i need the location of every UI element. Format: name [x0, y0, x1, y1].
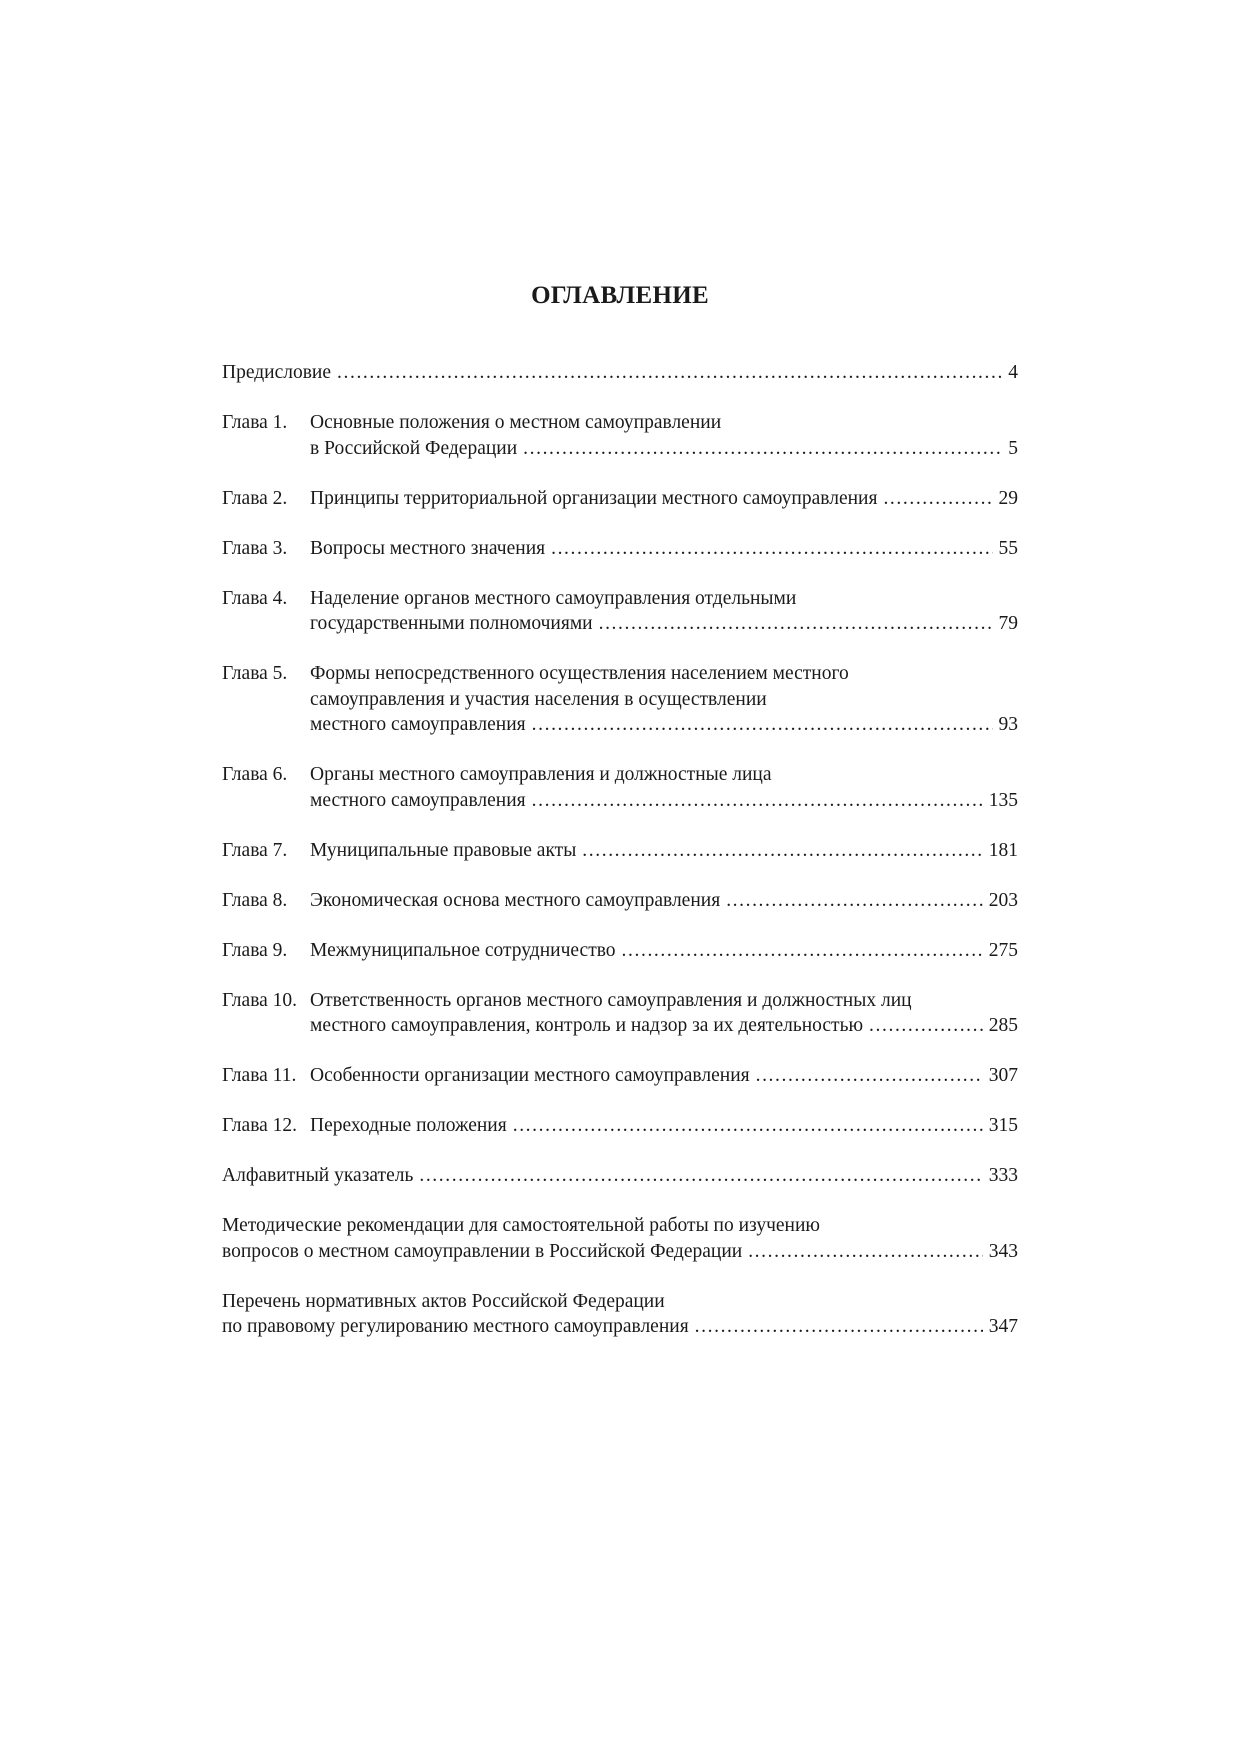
toc-entry-body: [222, 1213, 1018, 1264]
dot-leader: [551, 536, 992, 562]
table-of-contents: [222, 360, 1018, 1364]
page-number: 93: [998, 714, 1018, 735]
toc-entry-leader-line: [310, 611, 1018, 637]
toc-entry-leader-line: [310, 788, 1018, 814]
page-number: 4: [1008, 362, 1018, 383]
page-number: 181: [988, 839, 1018, 861]
toc-entry-title-line: в Российской Федерации: [310, 437, 518, 459]
toc-entry-title-line: Переходные положения: [310, 1115, 507, 1136]
toc-entry-body: [310, 1113, 1018, 1139]
dot-leader: [532, 712, 993, 738]
chapter-label: Глава 8.: [222, 889, 288, 911]
chapter-label: Глава 6.: [222, 764, 288, 785]
toc-entry-leader-line: [222, 360, 1018, 386]
chapter-label: Глава 2.: [222, 487, 288, 509]
page-number: 55: [998, 537, 1018, 559]
toc-entry-leader-line: [222, 1314, 1018, 1340]
toc-entry[interactable]: [222, 410, 1018, 461]
toc-entry-title-line: Муниципальные правовые акты: [310, 839, 577, 861]
toc-entry-title-line: Особенности организации местного самоуправления: [310, 1065, 750, 1086]
chapter-label: Глава 1.: [222, 412, 288, 433]
toc-entry-title-line: государственными полномочиями: [310, 613, 593, 634]
chapter-label: Глава 12.: [222, 1115, 298, 1136]
dot-leader: [726, 888, 983, 914]
toc-entry[interactable]: [222, 360, 1018, 386]
page-number: 79: [998, 613, 1018, 634]
toc-entry-leader-line: [310, 938, 1018, 964]
toc-entry[interactable]: [222, 988, 1018, 1039]
dot-leader: [513, 1113, 983, 1139]
dot-leader: [869, 1013, 983, 1039]
toc-entry-title-line: местного самоуправления, контроль и надзор за их деятельностью: [310, 1015, 864, 1036]
toc-entry-leader-line: [310, 1113, 1018, 1139]
toc-entry-body: [310, 1063, 1018, 1089]
chapter-label: Глава 7.: [222, 839, 288, 861]
chapter-label: Глава 9.: [222, 939, 288, 961]
dot-leader: [695, 1314, 983, 1340]
toc-entry-leader-line: [310, 838, 1018, 864]
toc-entry-title-line: Методические рекомендации для самостоятельной работы по изучению: [222, 1215, 820, 1236]
toc-entry-leader-line: [222, 1163, 1018, 1189]
toc-entry-title-line: Принципы территориальной организации местного самоуправления: [310, 487, 878, 509]
page-title: ОГЛАВЛЕНИЕ: [531, 282, 709, 309]
dot-leader: [523, 436, 1002, 462]
dot-leader: [599, 611, 993, 637]
page-number: 307: [988, 1065, 1018, 1086]
toc-entry-title-line: Экономическая основа местного самоуправления: [310, 889, 721, 911]
chapter-label: Глава 3.: [222, 537, 288, 559]
toc-entry[interactable]: [222, 762, 1018, 813]
toc-entry[interactable]: [222, 1163, 1018, 1189]
toc-entry-leader-line: [310, 536, 1018, 562]
toc-entry-leader-line: [310, 888, 1018, 914]
toc-entry-body: [310, 988, 1018, 1039]
page-number: 135: [988, 789, 1018, 811]
dot-leader: [582, 838, 982, 864]
chapter-label: Глава 10.: [222, 989, 298, 1011]
toc-entry-title-line: Органы местного самоуправления и должностные лица: [310, 764, 772, 785]
toc-entry-title-line: Предисловие: [222, 362, 332, 383]
toc-entry-body: [310, 762, 1018, 813]
toc-entry-leader-line: [222, 1239, 1018, 1265]
toc-entry[interactable]: [222, 1113, 1018, 1139]
toc-entry[interactable]: [222, 486, 1018, 512]
dot-leader: [756, 1063, 983, 1089]
page-number: 285: [988, 1015, 1018, 1036]
toc-entry-body: [310, 486, 1018, 512]
page-number: 343: [988, 1240, 1018, 1262]
toc-entry-body: [310, 888, 1018, 914]
toc-entry-title-line: Перечень нормативных актов Российской Федерации: [222, 1290, 665, 1312]
toc-entry-title-line: Ответственность органов местного самоуправления и должностных лиц: [310, 989, 912, 1011]
toc-entry-body: [222, 360, 1018, 386]
toc-entry-leader-line: [310, 1013, 1018, 1039]
dot-leader: [748, 1239, 983, 1265]
toc-entry[interactable]: [222, 938, 1018, 964]
toc-entry-leader-line: [310, 1063, 1018, 1089]
dot-leader: [419, 1163, 982, 1189]
toc-entry[interactable]: [222, 838, 1018, 864]
toc-entry-title-line: вопросов о местном самоуправлении в Российской Федерации: [222, 1240, 743, 1262]
toc-entry-body: [310, 586, 1018, 637]
chapter-label: Глава 11.: [222, 1065, 297, 1086]
page-number: 333: [988, 1165, 1018, 1186]
toc-entry-body: [310, 938, 1018, 964]
toc-entry-body: [222, 1289, 1018, 1340]
toc-entry-title-line: Вопросы местного значения: [310, 537, 546, 559]
toc-entry[interactable]: [222, 536, 1018, 562]
toc-entry-title-line: Формы непосредственного осуществления населением местного: [310, 663, 849, 684]
toc-entry-body: [310, 536, 1018, 562]
toc-entry[interactable]: [222, 1213, 1018, 1264]
toc-entry-body: [310, 661, 1018, 738]
page-number: 347: [988, 1316, 1018, 1337]
toc-entry-title-line: местного самоуправления: [310, 714, 526, 735]
page-number: 29: [998, 487, 1018, 509]
page-number: 275: [988, 939, 1018, 961]
toc-entry-title-line: Алфавитный указатель: [222, 1165, 414, 1186]
toc-entry-title-line: самоуправления и участия населения в осуществлении: [310, 688, 767, 710]
toc-entry-title-line: по правовому регулированию местного самоуправления: [222, 1316, 689, 1337]
toc-entry-title-line: Наделение органов местного самоуправления отдельными: [310, 587, 797, 609]
toc-entry-title-line: местного самоуправления: [310, 789, 526, 811]
toc-entry-title-line: Межмуниципальное сотрудничество: [310, 939, 616, 961]
toc-entry-leader-line: [310, 712, 1018, 738]
toc-entry[interactable]: [222, 1063, 1018, 1089]
toc-entry-leader-line: [310, 436, 1018, 462]
toc-entry[interactable]: [222, 1289, 1018, 1340]
chapter-label: Глава 4.: [222, 587, 288, 609]
toc-entry-body: [222, 1163, 1018, 1189]
dot-leader: [532, 788, 983, 814]
dot-leader: [622, 938, 983, 964]
toc-entry-leader-line: [310, 486, 1018, 512]
chapter-label: Глава 5.: [222, 663, 288, 684]
toc-entry-title-line: Основные положения о местном самоуправлении: [310, 412, 722, 433]
dot-leader: [883, 486, 992, 512]
dot-leader: [337, 360, 1002, 386]
toc-entry-body: [310, 410, 1018, 461]
page-number: 315: [988, 1115, 1018, 1136]
toc-entry-body: [310, 838, 1018, 864]
toc-entry[interactable]: [222, 586, 1018, 637]
page-number: 203: [988, 889, 1018, 911]
toc-entry[interactable]: [222, 661, 1018, 738]
page-number: 5: [1008, 437, 1018, 459]
toc-entry[interactable]: [222, 888, 1018, 914]
